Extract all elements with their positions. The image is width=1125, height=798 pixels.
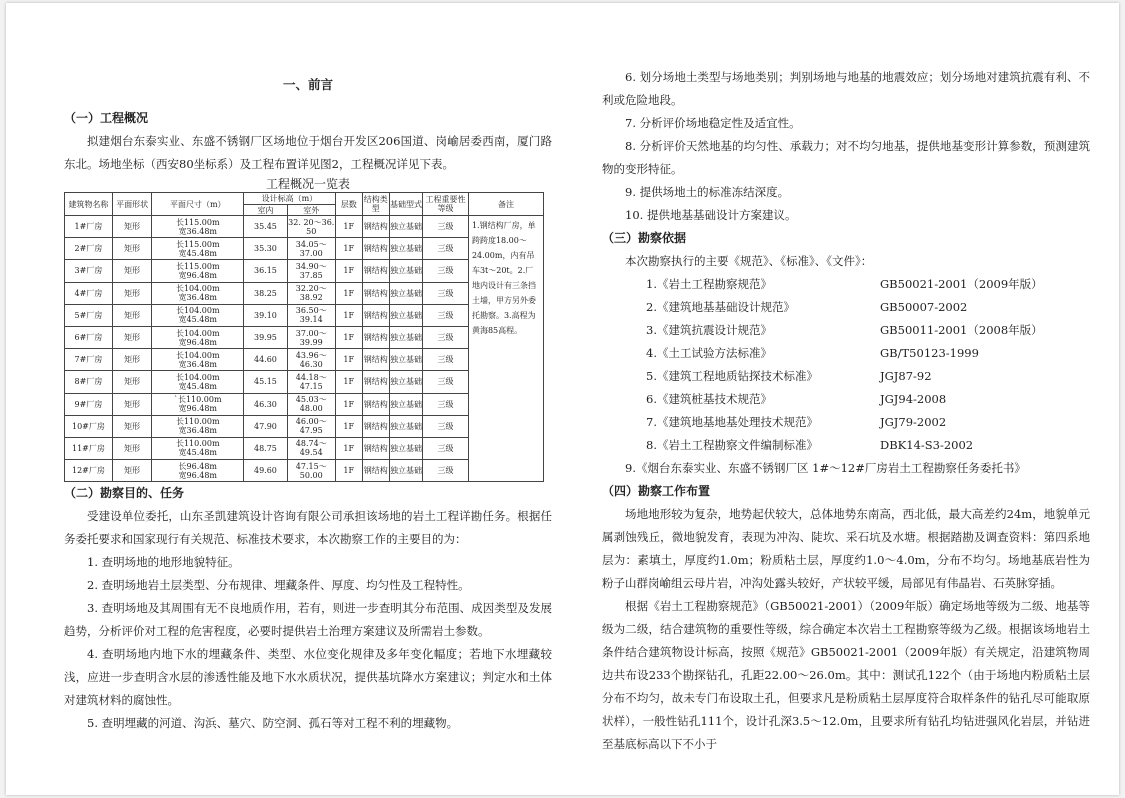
cell-grade: 三级 bbox=[423, 415, 469, 437]
size-length: 长104.00m bbox=[175, 306, 220, 316]
cell-elev-indoor: 44.60 bbox=[244, 349, 288, 371]
cell-floors: 1F bbox=[335, 371, 362, 393]
heading-purpose-tasks: （二）勘察目的、任务 bbox=[64, 486, 185, 501]
header-remark: 备注 bbox=[468, 193, 543, 216]
cell-elev-indoor: 35.30 bbox=[244, 238, 288, 260]
reference-code: JGJ94-2008 bbox=[880, 392, 947, 406]
cell-building-name: 7#厂房 bbox=[65, 349, 113, 371]
cell-size bbox=[152, 371, 244, 393]
header-grade: 工程重要性等级 bbox=[423, 193, 469, 216]
task-item: 6. 划分场地土类型与场地类别；判别场地与地基的地震效应；划分场地对建筑抗震有利、不利或危险地段。 bbox=[602, 70, 1090, 107]
cell-building-name: 8#厂房 bbox=[65, 371, 113, 393]
cell-floors: 1F bbox=[335, 349, 362, 371]
cell-structure: 钢结构 bbox=[362, 326, 389, 348]
task-item: 3. 查明场地及其周围有无不良地质作用，若有，则进一步查明其分布范围、成因类型及发展趋势，分析评价对工程的危害程度，必要时提供岩土治理方案建议及所需岩土参数。 bbox=[64, 601, 552, 639]
reference-code: DBK14-S3-2002 bbox=[880, 438, 974, 452]
cell-elev-outdoor: 34.90～37.85 bbox=[287, 260, 335, 282]
size-width: 宽36.48m bbox=[178, 426, 218, 436]
task-item: 8. 分析评价天然地基的均匀性、承载力；对不均匀地基，提供地基变形计算参数，预测建筑物的变形特征。 bbox=[602, 139, 1090, 176]
cell-building-name: 5#厂房 bbox=[65, 304, 113, 326]
cell-remark-notes: 1.钢结构厂房，单跨跨度18.00～24.00m，内有吊车3t～20t。2.厂地内设计有三条挡土墙，甲方另外委托勘察。3.高程为黄海85高程。 bbox=[468, 216, 543, 482]
reference-name: 8.《岩土工程勘察文件编制标准》 bbox=[646, 438, 818, 452]
task-item: 2. 查明场地岩土层类型、分布规律、埋藏条件、厚度、均匀性及工程特性。 bbox=[87, 578, 470, 593]
cell-building-name: 12#厂房 bbox=[65, 460, 113, 482]
heading-work-layout: （四）勘察工作布置 bbox=[602, 484, 711, 498]
cell-grade: 三级 bbox=[423, 371, 469, 393]
left-column bbox=[64, 69, 552, 735]
reference-name: 7.《建筑地基地基处理技术规范》 bbox=[646, 415, 818, 429]
cell-size bbox=[152, 260, 244, 282]
size-width: 宽96.48m bbox=[178, 337, 218, 347]
cell-elev-outdoor: 48.74～49.54 bbox=[287, 437, 335, 459]
size-width: 宽45.48m bbox=[178, 381, 218, 391]
reference-name: 4.《土工试验方法标准》 bbox=[646, 346, 772, 360]
cell-structure: 钢结构 bbox=[362, 216, 389, 238]
cell-building-name: 3#厂房 bbox=[65, 260, 113, 282]
cell-grade: 三级 bbox=[423, 216, 469, 238]
task-item: 9. 提供场地土的标准冻结深度。 bbox=[625, 185, 790, 199]
reference-name: 6.《建筑桩基技术规范》 bbox=[646, 392, 772, 406]
cell-structure: 钢结构 bbox=[362, 282, 389, 304]
cell-structure: 钢结构 bbox=[362, 415, 389, 437]
cell-structure: 钢结构 bbox=[362, 238, 389, 260]
size-length: 长104.00m bbox=[175, 284, 220, 294]
project-overview-paragraph: 拟建烟台东泰实业、东盛不锈钢厂区场地位于烟台开发区206国道、岗崳居委西南，厦门路东北。场地坐标（西安80坐标系）及工程布置详见图2，工程概况详见下表。 bbox=[64, 134, 552, 171]
cell-elev-indoor: 38.25 bbox=[244, 282, 288, 304]
reference-item bbox=[602, 388, 1090, 411]
reference-list bbox=[602, 273, 1090, 457]
cell-grade: 三级 bbox=[423, 393, 469, 415]
cell-elev-indoor: 39.95 bbox=[244, 326, 288, 348]
cell-size bbox=[152, 415, 244, 437]
cell-grade: 三级 bbox=[423, 437, 469, 459]
cell-structure: 钢结构 bbox=[362, 437, 389, 459]
cell-grade: 三级 bbox=[423, 304, 469, 326]
cell-structure: 钢结构 bbox=[362, 304, 389, 326]
cell-shape: 矩形 bbox=[112, 371, 152, 393]
cell-grade: 三级 bbox=[423, 460, 469, 482]
header-elevation: 设计标高（m） bbox=[244, 193, 336, 205]
cell-building-name: 6#厂房 bbox=[65, 326, 113, 348]
heading-project-overview: （一）工程概况 bbox=[64, 111, 149, 125]
header-elev-indoor: 室内 bbox=[244, 205, 288, 216]
cell-floors: 1F bbox=[335, 437, 362, 459]
header-floors: 层数 bbox=[335, 193, 362, 216]
work-layout-paragraph-2: 根据《岩土工程勘察规范》（GB50021-2001）（2009年版）确定场地等级为二级、地基等级为二级，结合建筑物的重要性等级，综合确定本次岩土工程勘察等级为乙级。根据该场地岩土条件结合建筑物设计标高，按照《规范》GB50021-2001（2009年版）有关规定，沿建筑物周边共布设233个勘探钻孔，孔距22.00～26.0m。其中：测试孔122个（由于场地内粉质粘土层分布不均匀，故未专门布设取土孔，但要求凡是粉质粘土层厚度符合取样条件的钻孔尽可能取原状样），一般性钻孔111个，设计孔深3.5～12.0m，且要求所有钻孔均钻进强风化岩层，并钻进至基底标高以下不小于 bbox=[602, 599, 1090, 751]
cell-structure: 钢结构 bbox=[362, 349, 389, 371]
reference-name: 1.《岩土工程勘察规范》 bbox=[646, 277, 772, 291]
cell-size bbox=[152, 460, 244, 482]
table-caption: 工程概况一览表 bbox=[265, 177, 350, 191]
task-item: 5. 查明埋藏的河道、沟浜、墓穴、防空洞、孤石等对工程不利的埋藏物。 bbox=[87, 716, 459, 731]
size-length: 长110.00m bbox=[175, 417, 220, 427]
cell-foundation: 独立基础 bbox=[389, 304, 422, 326]
reference-item bbox=[602, 296, 1090, 319]
cell-size bbox=[152, 304, 244, 326]
cell-structure: 钢结构 bbox=[362, 460, 389, 482]
cell-shape: 矩形 bbox=[112, 393, 152, 415]
cell-building-name: 10#厂房 bbox=[65, 415, 113, 437]
cell-building-name: 4#厂房 bbox=[65, 282, 113, 304]
cell-floors: 1F bbox=[335, 238, 362, 260]
reference-item bbox=[602, 411, 1090, 434]
cell-structure: 钢结构 bbox=[362, 371, 389, 393]
size-width: 宽96.48m bbox=[178, 470, 218, 480]
reference-code: GB50011-2001（2008年版） bbox=[880, 323, 1043, 337]
cell-shape: 矩形 bbox=[112, 326, 152, 348]
table-row bbox=[65, 216, 544, 238]
cell-elev-outdoor: 37.00～39.99 bbox=[287, 326, 335, 348]
cell-elev-outdoor: 32.20～38.92 bbox=[287, 282, 335, 304]
cell-building-name: 2#厂房 bbox=[65, 238, 113, 260]
cell-foundation: 独立基础 bbox=[389, 216, 422, 238]
reference-item bbox=[602, 342, 1090, 365]
reference-item bbox=[602, 273, 1090, 296]
task-item: 10. 提供地基基础设计方案建议。 bbox=[625, 208, 797, 222]
cell-elev-indoor: 47.90 bbox=[244, 415, 288, 437]
cell-grade: 三级 bbox=[423, 238, 469, 260]
cell-building-name: 11#厂房 bbox=[65, 437, 113, 459]
size-length: 长115.00m bbox=[175, 217, 220, 227]
size-width: 宽96.48m bbox=[178, 404, 218, 414]
size-length: 长96.48m bbox=[178, 461, 218, 471]
cell-foundation: 独立基础 bbox=[389, 326, 422, 348]
reference-code: JGJ87-92 bbox=[880, 369, 932, 383]
cell-size bbox=[152, 282, 244, 304]
reference-item bbox=[602, 434, 1090, 457]
cell-elev-indoor: 36.15 bbox=[244, 260, 288, 282]
header-shape: 平面形状 bbox=[112, 193, 152, 216]
cell-size bbox=[152, 238, 244, 260]
basis-intro: 本次勘察执行的主要《规范》、《标准》、《文件》： bbox=[625, 254, 873, 268]
cell-floors: 1F bbox=[335, 326, 362, 348]
project-overview-table bbox=[64, 192, 544, 482]
reference-name: 2.《建筑地基基础设计规范》 bbox=[646, 300, 795, 314]
reference-name: 5.《建筑工程地质钻探技术标准》 bbox=[646, 369, 818, 383]
cell-structure: 钢结构 bbox=[362, 393, 389, 415]
cell-floors: 1F bbox=[335, 393, 362, 415]
task-item: 7. 分析评价场地稳定性及适宜性。 bbox=[625, 116, 801, 130]
reference-item bbox=[602, 319, 1090, 342]
purpose-paragraph: 受建设单位委托，山东圣凯建筑设计咨询有限公司承担该场地的岩土工程详勘任务。根据任务委托要求和国家现行有关规范、标准技术要求，本次勘察工作的主要目的为： bbox=[64, 509, 552, 547]
reference-code: GB/T50123-1999 bbox=[880, 346, 979, 360]
size-length: 长115.00m bbox=[175, 261, 220, 271]
cell-shape: 矩形 bbox=[112, 437, 152, 459]
cell-elev-outdoor: 32. 20～36. 50 bbox=[287, 216, 335, 238]
size-width: 宽45.48m bbox=[178, 315, 218, 325]
cell-elev-outdoor: 45.03～48.00 bbox=[287, 393, 335, 415]
cell-grade: 三级 bbox=[423, 349, 469, 371]
reference-item bbox=[602, 365, 1090, 388]
cell-structure: 钢结构 bbox=[362, 260, 389, 282]
cell-floors: 1F bbox=[335, 282, 362, 304]
cell-elev-outdoor: 43.96～46.30 bbox=[287, 349, 335, 371]
cell-foundation: 独立基础 bbox=[389, 238, 422, 260]
cell-shape: 矩形 bbox=[112, 260, 152, 282]
cell-grade: 三级 bbox=[423, 260, 469, 282]
work-layout-paragraph-1: 场地地形较为复杂，地势起伏较大，总体地势东南高，西北低，最大高差约24m，地貌单元属剥蚀残丘，微地貌发育，表现为冲沟、陡坎、采石坑及水塘。根据踏勘及调查资料：第四系地层为：素填土，厚度约1.0m；粉质粘土层，厚度约1.0～4.0m，分布不均匀。场地基底岩性为粉子山群岗崳组云母片岩，冲沟处露头较好，产状较平缓，局部见有伟晶岩、石英脉穿插。 bbox=[602, 507, 1090, 590]
size-width: 宽36.48m bbox=[178, 226, 218, 236]
cell-building-name: 9#厂房 bbox=[65, 393, 113, 415]
cell-shape: 矩形 bbox=[112, 460, 152, 482]
cell-shape: 矩形 bbox=[112, 415, 152, 437]
cell-foundation: 独立基础 bbox=[389, 437, 422, 459]
cell-size bbox=[152, 393, 244, 415]
cell-elev-outdoor: 47.15～50.00 bbox=[287, 460, 335, 482]
size-width: 宽96.48m bbox=[178, 270, 218, 280]
cell-foundation: 独立基础 bbox=[389, 460, 422, 482]
cell-foundation: 独立基础 bbox=[389, 260, 422, 282]
cell-foundation: 独立基础 bbox=[389, 349, 422, 371]
size-length: 长104.00m bbox=[175, 328, 220, 338]
size-length: 长110.00m bbox=[175, 439, 220, 449]
size-length: 长104.00m bbox=[175, 372, 220, 382]
cell-foundation: 独立基础 bbox=[389, 282, 422, 304]
document-page bbox=[6, 3, 1119, 795]
cell-size bbox=[152, 349, 244, 371]
header-elev-outdoor: 室外 bbox=[287, 205, 335, 216]
cell-building-name: 1#厂房 bbox=[65, 216, 113, 238]
cell-grade: 三级 bbox=[423, 282, 469, 304]
cell-elev-outdoor: 44.18～47.15 bbox=[287, 371, 335, 393]
size-width: 宽36.48m bbox=[178, 293, 218, 303]
heading-basis: （三）勘察依据 bbox=[602, 231, 687, 245]
size-width: 宽45.48m bbox=[178, 248, 218, 258]
cell-elev-outdoor: 36.50～39.14 bbox=[287, 304, 335, 326]
reference-item-9: 9.《烟台东泰实业、东盛不锈钢厂区 1#～12#厂房岩土工程勘察任务委托书》 bbox=[625, 461, 1026, 475]
cell-foundation: 独立基础 bbox=[389, 415, 422, 437]
cell-elev-indoor: 48.75 bbox=[244, 437, 288, 459]
cell-size bbox=[152, 437, 244, 459]
cell-floors: 1F bbox=[335, 304, 362, 326]
cell-shape: 矩形 bbox=[112, 216, 152, 238]
right-column bbox=[602, 66, 1090, 756]
reference-code: GB50007-2002 bbox=[880, 300, 968, 314]
cell-grade: 三级 bbox=[423, 326, 469, 348]
cell-foundation: 独立基础 bbox=[389, 393, 422, 415]
size-length: 长115.00m bbox=[175, 239, 220, 249]
cell-elev-indoor: 45.15 bbox=[244, 371, 288, 393]
cell-shape: 矩形 bbox=[112, 282, 152, 304]
size-length: `长110.00m bbox=[173, 395, 222, 405]
cell-floors: 1F bbox=[335, 415, 362, 437]
task-item: 1. 查明场地的地形地貌特征。 bbox=[87, 555, 240, 570]
cell-size bbox=[152, 216, 244, 238]
cell-elev-indoor: 46.30 bbox=[244, 393, 288, 415]
reference-code: JGJ79-2002 bbox=[880, 415, 947, 429]
cell-size bbox=[152, 326, 244, 348]
section-heading-preface: 一、前言 bbox=[282, 77, 333, 92]
size-width: 宽36.48m bbox=[178, 359, 218, 369]
header-foundation: 基础型式 bbox=[389, 193, 422, 216]
cell-floors: 1F bbox=[335, 460, 362, 482]
cell-elev-outdoor: 34.05～37.00 bbox=[287, 238, 335, 260]
cell-foundation: 独立基础 bbox=[389, 371, 422, 393]
reference-code: GB50021-2001（2009年版） bbox=[880, 277, 1043, 291]
cell-shape: 矩形 bbox=[112, 304, 152, 326]
header-name: 建筑物名称 bbox=[65, 193, 113, 216]
cell-elev-indoor: 39.10 bbox=[244, 304, 288, 326]
cell-elev-indoor: 49.60 bbox=[244, 460, 288, 482]
reference-name: 3.《建筑抗震设计规范》 bbox=[646, 323, 772, 337]
cell-shape: 矩形 bbox=[112, 238, 152, 260]
cell-shape: 矩形 bbox=[112, 349, 152, 371]
cell-elev-indoor: 35.45 bbox=[244, 216, 288, 238]
size-length: 长104.00m bbox=[175, 350, 220, 360]
cell-floors: 1F bbox=[335, 216, 362, 238]
header-structure: 结构类型 bbox=[362, 193, 389, 216]
cell-floors: 1F bbox=[335, 260, 362, 282]
cell-elev-outdoor: 46.00～47.95 bbox=[287, 415, 335, 437]
size-width: 宽45.48m bbox=[178, 448, 218, 458]
task-item: 4. 查明场地内地下水的埋藏条件、类型、水位变化规律及多年变化幅度；若地下水埋藏较浅，应进一步查明含水层的渗透性能及地下水水质状况，提供基坑降水方案建议；判定水和土体对建筑材料的腐蚀性。 bbox=[64, 647, 552, 708]
header-size: 平面尺寸（m） bbox=[152, 193, 244, 216]
